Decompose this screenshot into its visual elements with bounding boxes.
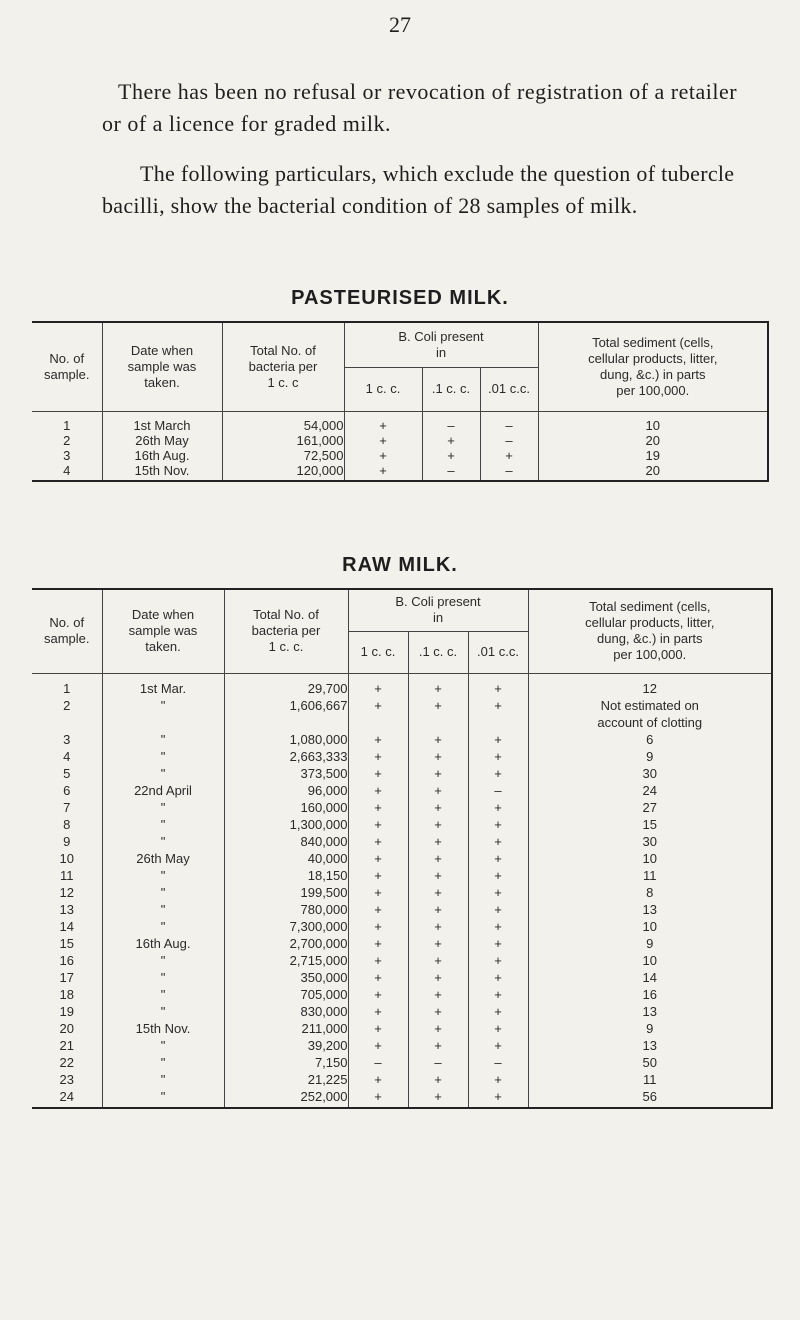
bcoli-0-1cc-cell: +: [408, 1020, 468, 1037]
col-header-date: Date when sample was taken.: [102, 322, 222, 411]
subheader-0-1cc: .1 c. c.: [422, 367, 480, 411]
total-bacteria-cell: 160,000: [224, 799, 348, 816]
bcoli-1cc-cell: +: [344, 433, 422, 448]
sample-no-cell: 10: [32, 850, 102, 867]
total-bacteria-cell: 18,150: [224, 867, 348, 884]
raw-heading: RAW MILK.: [342, 554, 458, 576]
bcoli-0-01cc-cell: +: [468, 884, 528, 901]
sediment-cell: 11: [643, 1071, 657, 1087]
date-cell: ": [102, 816, 224, 833]
bcoli-0-01cc-cell: +: [468, 833, 528, 850]
sediment-cell: 10: [642, 918, 657, 934]
bcoli-0-1cc-cell: +: [408, 901, 468, 918]
col-header-sediment: Total sediment (cells, cellular products, litter, dung, &c.) in parts per 100,000.: [528, 589, 772, 673]
bcoli-0-01cc-cell: +: [468, 969, 528, 986]
table-row: [32, 1003, 772, 1020]
total-bacteria-cell: 161,000: [222, 433, 344, 448]
total-bacteria-cell: 350,000: [224, 969, 348, 986]
table-row: [32, 952, 772, 969]
bcoli-0-01cc-cell: –: [480, 411, 538, 433]
table-row: [32, 867, 772, 884]
table-row: [32, 1037, 772, 1054]
sediment-cell: 10: [642, 952, 657, 968]
table-row: [32, 463, 768, 481]
sediment-cell: 10: [645, 417, 660, 433]
table-row: [32, 918, 772, 935]
bcoli-0-1cc-cell: +: [408, 935, 468, 952]
table-row: [32, 799, 772, 816]
bcoli-0-1cc-cell: –: [422, 411, 480, 433]
table-row: [32, 448, 768, 463]
date-cell: 26th May: [102, 850, 224, 867]
col-header-sediment: Total sediment (cells, cellular products, litter, dung, &c.) in parts per 100,000.: [538, 322, 768, 411]
table-row: [32, 850, 772, 867]
sediment-cell: 19: [645, 447, 660, 463]
total-bacteria-cell: 21,225: [224, 1071, 348, 1088]
table-row: [32, 1020, 772, 1037]
sediment-cell: 11: [643, 867, 657, 883]
total-bacteria-cell: 211,000: [224, 1020, 348, 1037]
bcoli-1cc-cell: +: [348, 673, 408, 697]
col-header-date: Date when sample was taken.: [102, 589, 224, 673]
col-header-sample-no: No. of sample.: [32, 322, 102, 411]
col-header-bcoli: B. Coli present in: [344, 322, 538, 367]
bcoli-0-1cc-cell: +: [408, 748, 468, 765]
sediment-cell: 24: [642, 782, 657, 798]
date-cell: ": [102, 969, 224, 986]
date-cell: ": [102, 799, 224, 816]
table-row: [32, 748, 772, 765]
bcoli-0-1cc-cell: +: [408, 918, 468, 935]
bcoli-0-1cc-cell: +: [408, 1003, 468, 1020]
table-row: [32, 697, 772, 731]
date-cell: ": [102, 833, 224, 850]
sample-no-cell: 4: [32, 463, 102, 481]
bcoli-0-01cc-cell: –: [468, 1054, 528, 1071]
sample-no-cell: 18: [32, 986, 102, 1003]
bcoli-1cc-cell: +: [344, 411, 422, 433]
table-row: [32, 935, 772, 952]
table-row: [32, 731, 772, 748]
sediment-cell: 15: [642, 816, 657, 832]
bcoli-0-1cc-cell: +: [422, 433, 480, 448]
bcoli-1cc-cell: +: [348, 1003, 408, 1020]
date-cell: 1st March: [102, 411, 222, 433]
bcoli-0-1cc-cell: +: [408, 952, 468, 969]
table-row: [32, 411, 768, 433]
table-row: [32, 901, 772, 918]
bcoli-0-01cc-cell: –: [468, 782, 528, 799]
particulars-paragraph: The following particulars, which exclude the question of tubercle bacilli, show the bacterial condition of 28 samples of milk.: [102, 161, 735, 218]
table-row: [32, 782, 772, 799]
bcoli-0-1cc-cell: +: [408, 799, 468, 816]
subheader-0-1cc: .1 c. c.: [408, 631, 468, 673]
bcoli-1cc-cell: +: [344, 448, 422, 463]
bcoli-1cc-cell: +: [348, 799, 408, 816]
bcoli-1cc-cell: +: [348, 918, 408, 935]
bcoli-1cc-cell: +: [348, 969, 408, 986]
table-row: [32, 1088, 772, 1108]
total-bacteria-cell: 2,700,000: [224, 935, 348, 952]
sediment-cell: Not estimated on account of clotting: [597, 697, 703, 730]
total-bacteria-cell: 1,300,000: [224, 816, 348, 833]
bcoli-1cc-cell: +: [348, 884, 408, 901]
bcoli-0-01cc-cell: +: [468, 952, 528, 969]
total-bacteria-cell: 40,000: [224, 850, 348, 867]
bcoli-0-1cc-cell: +: [408, 884, 468, 901]
sediment-cell: 56: [642, 1088, 657, 1104]
table-row: [32, 833, 772, 850]
raw-table: [32, 588, 773, 1109]
date-cell: ": [102, 1088, 224, 1108]
col-header-sample-no: No. of sample.: [32, 589, 102, 673]
bcoli-1cc-cell: +: [348, 850, 408, 867]
sample-no-cell: 3: [32, 731, 102, 748]
sediment-cell: 20: [645, 462, 660, 478]
date-cell: ": [102, 901, 224, 918]
bcoli-1cc-cell: +: [348, 935, 408, 952]
sediment-cell: 12: [642, 680, 657, 696]
bcoli-0-01cc-cell: +: [468, 748, 528, 765]
date-cell: ": [102, 731, 224, 748]
sediment-cell: 10: [642, 850, 657, 866]
bcoli-0-01cc-cell: +: [468, 816, 528, 833]
total-bacteria-cell: 29,700: [224, 673, 348, 697]
bcoli-0-01cc-cell: +: [468, 867, 528, 884]
sediment-cell: 16: [642, 986, 657, 1002]
bcoli-0-1cc-cell: +: [408, 1071, 468, 1088]
sample-no-cell: 11: [32, 867, 102, 884]
table-row: [32, 969, 772, 986]
total-bacteria-cell: 705,000: [224, 986, 348, 1003]
sediment-cell: 8: [646, 884, 654, 900]
col-header-total-bacteria: Total No. of bacteria per 1 c. c.: [224, 589, 348, 673]
bcoli-1cc-cell: +: [348, 952, 408, 969]
col-header-total-bacteria: Total No. of bacteria per 1 c. c: [222, 322, 344, 411]
bcoli-1cc-cell: +: [348, 765, 408, 782]
sediment-cell: 14: [642, 969, 657, 985]
bcoli-0-1cc-cell: –: [422, 463, 480, 481]
bcoli-0-1cc-cell: +: [408, 1088, 468, 1108]
sample-no-cell: 14: [32, 918, 102, 935]
subheader-0-01cc: .01 c.c.: [480, 367, 538, 411]
subheader-0-01cc: .01 c.c.: [468, 631, 528, 673]
bcoli-0-01cc-cell: +: [468, 1071, 528, 1088]
subheader-1cc: 1 c. c.: [344, 367, 422, 411]
bcoli-1cc-cell: +: [348, 986, 408, 1003]
date-cell: ": [102, 884, 224, 901]
sample-no-cell: 8: [32, 816, 102, 833]
total-bacteria-cell: 7,300,000: [224, 918, 348, 935]
sample-no-cell: 6: [32, 782, 102, 799]
bcoli-0-01cc-cell: +: [468, 799, 528, 816]
total-bacteria-cell: 1,606,667: [224, 697, 348, 731]
intro-paragraph: There has been no refusal or revocation of registration of a retailer or of a licence for graded milk.: [102, 79, 738, 136]
date-cell: ": [102, 1054, 224, 1071]
bcoli-0-1cc-cell: +: [408, 782, 468, 799]
sample-no-cell: 1: [32, 411, 102, 433]
sample-no-cell: 9: [32, 833, 102, 850]
sample-no-cell: 16: [32, 952, 102, 969]
sample-no-cell: 13: [32, 901, 102, 918]
bcoli-0-01cc-cell: +: [468, 1088, 528, 1108]
bcoli-0-1cc-cell: +: [422, 448, 480, 463]
date-cell: ": [102, 1037, 224, 1054]
table-row: [32, 673, 772, 697]
table-row: [32, 433, 768, 448]
bcoli-0-01cc-cell: +: [468, 935, 528, 952]
sediment-cell: 13: [642, 901, 657, 917]
bcoli-0-1cc-cell: +: [408, 1037, 468, 1054]
total-bacteria-cell: 1,080,000: [224, 731, 348, 748]
table-row: [32, 986, 772, 1003]
bcoli-1cc-cell: +: [344, 463, 422, 481]
total-bacteria-cell: 96,000: [224, 782, 348, 799]
bcoli-0-01cc-cell: –: [480, 463, 538, 481]
sample-no-cell: 22: [32, 1054, 102, 1071]
date-cell: ": [102, 986, 224, 1003]
bcoli-0-01cc-cell: +: [468, 1003, 528, 1020]
bcoli-0-1cc-cell: +: [408, 816, 468, 833]
total-bacteria-cell: 373,500: [224, 765, 348, 782]
total-bacteria-cell: 780,000: [224, 901, 348, 918]
bcoli-1cc-cell: +: [348, 833, 408, 850]
subheader-1cc: 1 c. c.: [348, 631, 408, 673]
date-cell: ": [102, 867, 224, 884]
bcoli-0-1cc-cell: +: [408, 833, 468, 850]
bcoli-1cc-cell: –: [348, 1054, 408, 1071]
table-row: [32, 765, 772, 782]
table-row: [32, 1054, 772, 1071]
bcoli-0-1cc-cell: +: [408, 867, 468, 884]
total-bacteria-cell: 252,000: [224, 1088, 348, 1108]
table-row: [32, 1071, 772, 1088]
total-bacteria-cell: 2,663,333: [224, 748, 348, 765]
bcoli-0-01cc-cell: +: [468, 1020, 528, 1037]
bcoli-0-1cc-cell: +: [408, 850, 468, 867]
bcoli-0-01cc-cell: +: [468, 673, 528, 697]
bcoli-0-01cc-cell: +: [468, 918, 528, 935]
sample-no-cell: 19: [32, 1003, 102, 1020]
sample-no-cell: 2: [32, 697, 102, 731]
bcoli-1cc-cell: +: [348, 1071, 408, 1088]
total-bacteria-cell: 39,200: [224, 1037, 348, 1054]
bcoli-1cc-cell: +: [348, 1088, 408, 1108]
date-cell: 15th Nov.: [102, 1020, 224, 1037]
total-bacteria-cell: 54,000: [222, 411, 344, 433]
total-bacteria-cell: 120,000: [222, 463, 344, 481]
bcoli-1cc-cell: +: [348, 1020, 408, 1037]
sediment-cell: 50: [642, 1054, 657, 1070]
bcoli-1cc-cell: +: [348, 816, 408, 833]
bcoli-1cc-cell: +: [348, 1037, 408, 1054]
table-row: [32, 884, 772, 901]
sediment-cell: 9: [646, 1020, 654, 1036]
sample-no-cell: 15: [32, 935, 102, 952]
bcoli-0-1cc-cell: +: [408, 673, 468, 697]
total-bacteria-cell: 199,500: [224, 884, 348, 901]
bcoli-1cc-cell: +: [348, 867, 408, 884]
sample-no-cell: 5: [32, 765, 102, 782]
date-cell: ": [102, 765, 224, 782]
date-cell: ": [102, 1071, 224, 1088]
bcoli-0-01cc-cell: +: [468, 697, 528, 731]
date-cell: 1st Mar.: [102, 673, 224, 697]
sample-no-cell: 20: [32, 1020, 102, 1037]
col-header-bcoli: B. Coli present in: [348, 589, 528, 631]
total-bacteria-cell: 72,500: [222, 448, 344, 463]
bcoli-0-1cc-cell: +: [408, 969, 468, 986]
page-number: 27: [389, 12, 411, 37]
pasteurised-heading: PASTEURISED MILK.: [291, 287, 509, 309]
bcoli-0-01cc-cell: +: [468, 765, 528, 782]
sample-no-cell: 1: [32, 673, 102, 697]
total-bacteria-cell: 7,150: [224, 1054, 348, 1071]
bcoli-0-01cc-cell: +: [468, 1037, 528, 1054]
sample-no-cell: 17: [32, 969, 102, 986]
date-cell: ": [102, 952, 224, 969]
date-cell: ": [102, 697, 224, 731]
sample-no-cell: 4: [32, 748, 102, 765]
total-bacteria-cell: 830,000: [224, 1003, 348, 1020]
bcoli-0-01cc-cell: +: [468, 901, 528, 918]
sediment-cell: 30: [642, 765, 657, 781]
bcoli-1cc-cell: +: [348, 901, 408, 918]
sample-no-cell: 7: [32, 799, 102, 816]
date-cell: 22nd April: [102, 782, 224, 799]
bcoli-0-01cc-cell: +: [468, 850, 528, 867]
sample-no-cell: 12: [32, 884, 102, 901]
date-cell: 16th Aug.: [102, 935, 224, 952]
bcoli-0-01cc-cell: +: [468, 986, 528, 1003]
bcoli-1cc-cell: +: [348, 731, 408, 748]
bcoli-0-1cc-cell: +: [408, 731, 468, 748]
date-cell: 15th Nov.: [102, 463, 222, 481]
pasteurised-table: [32, 321, 769, 482]
bcoli-0-1cc-cell: +: [408, 697, 468, 731]
total-bacteria-cell: 840,000: [224, 833, 348, 850]
date-cell: 26th May: [102, 433, 222, 448]
bcoli-1cc-cell: +: [348, 782, 408, 799]
sample-no-cell: 21: [32, 1037, 102, 1054]
date-cell: ": [102, 748, 224, 765]
sample-no-cell: 3: [32, 448, 102, 463]
sediment-cell: 13: [642, 1037, 657, 1053]
bcoli-1cc-cell: +: [348, 697, 408, 731]
bcoli-1cc-cell: +: [348, 748, 408, 765]
sediment-cell: 27: [642, 799, 657, 815]
sediment-cell: 13: [642, 1003, 657, 1019]
bcoli-0-01cc-cell: –: [480, 433, 538, 448]
sample-no-cell: 24: [32, 1088, 102, 1108]
table-row: [32, 816, 772, 833]
sample-no-cell: 23: [32, 1071, 102, 1088]
sediment-cell: 9: [646, 748, 654, 764]
date-cell: ": [102, 1003, 224, 1020]
sediment-cell: 30: [642, 833, 657, 849]
bcoli-0-01cc-cell: +: [468, 731, 528, 748]
bcoli-0-1cc-cell: +: [408, 986, 468, 1003]
bcoli-0-01cc-cell: +: [480, 448, 538, 463]
bcoli-0-1cc-cell: –: [408, 1054, 468, 1071]
sediment-cell: 6: [646, 731, 654, 747]
sediment-cell: 20: [645, 432, 660, 448]
date-cell: ": [102, 918, 224, 935]
sample-no-cell: 2: [32, 433, 102, 448]
date-cell: 16th Aug.: [102, 448, 222, 463]
sediment-cell: 9: [646, 935, 654, 951]
total-bacteria-cell: 2,715,000: [224, 952, 348, 969]
bcoli-0-1cc-cell: +: [408, 765, 468, 782]
